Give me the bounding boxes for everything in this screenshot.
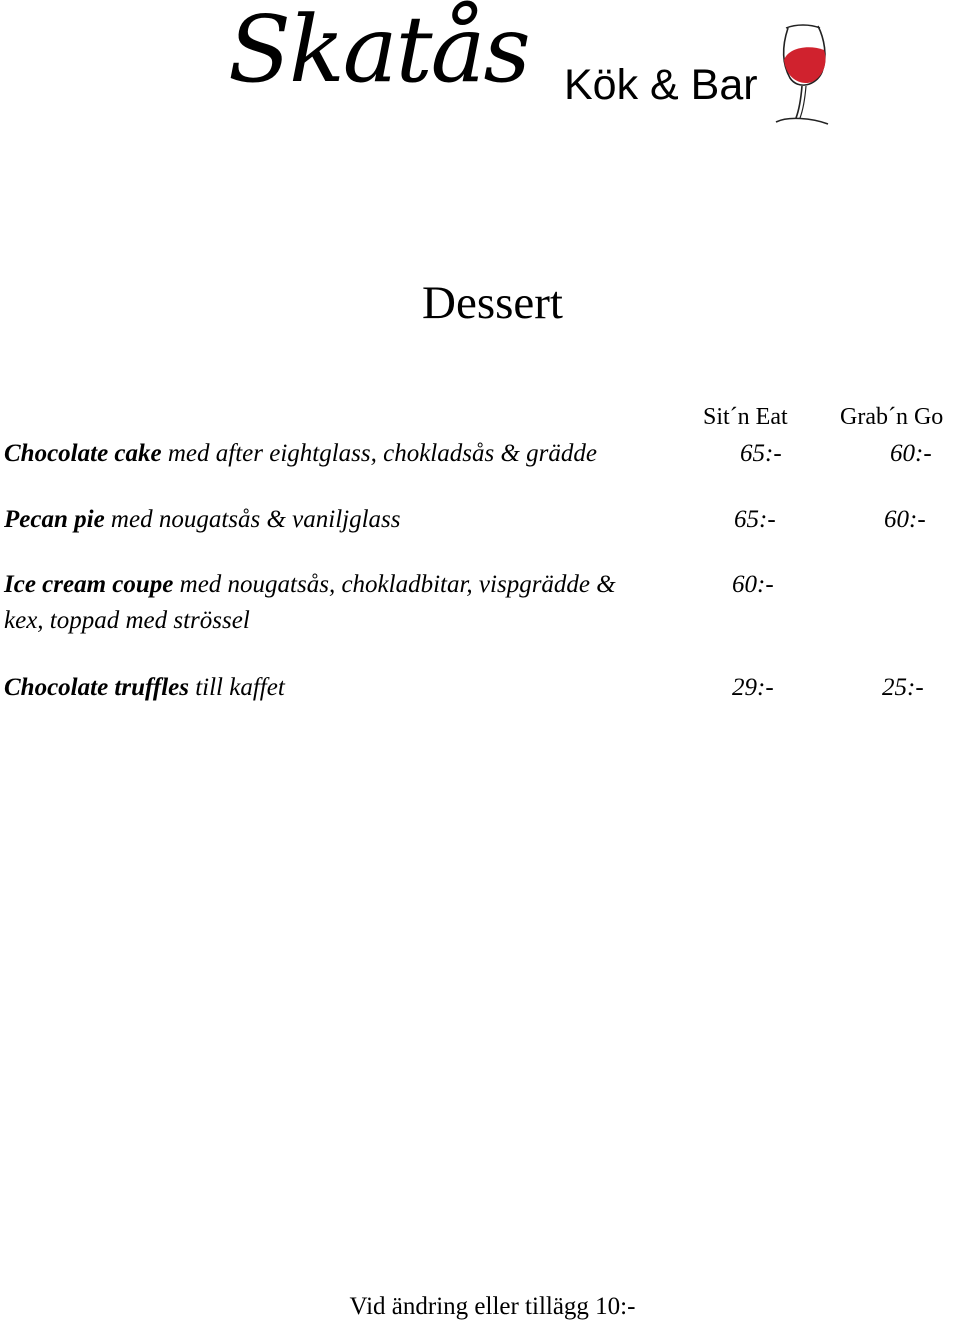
menu-item-pecan-pie xyxy=(4,502,401,538)
logo xyxy=(228,0,848,140)
page-title: Dessert xyxy=(422,277,563,329)
logo-subtitle: Kök & Bar xyxy=(564,61,758,109)
price-sit-n-eat: 29:- xyxy=(732,674,774,701)
item-description: med nougatsås & vaniljglass xyxy=(110,506,401,533)
column-header-grab-n-go: Grab´n Go xyxy=(840,404,944,430)
item-description: med after eightglass, chokladsås & grädde xyxy=(167,440,597,467)
column-header-sit-n-eat: Sit´n Eat xyxy=(703,404,788,430)
item-description-continued: kex, toppad med strössel xyxy=(4,607,250,634)
menu-item-chocolate-cake xyxy=(4,436,597,472)
price-grab-n-go: 60:- xyxy=(890,440,932,467)
footer-note: Vid ändring eller tillägg 10:- xyxy=(349,1293,636,1320)
price-sit-n-eat: 65:- xyxy=(740,440,782,467)
menu-item-ice-cream-coupe xyxy=(4,567,616,603)
item-name: Ice cream coupe xyxy=(4,571,174,598)
price-grab-n-go: 60:- xyxy=(884,506,926,533)
item-description: till kaffet xyxy=(195,674,285,701)
price-sit-n-eat: 60:- xyxy=(732,571,774,598)
price-sit-n-eat: 65:- xyxy=(734,506,776,533)
item-description: med nougatsås, chokladbitar, vispgrädde & xyxy=(179,571,616,598)
price-grab-n-go: 25:- xyxy=(882,674,924,701)
item-name: Chocolate truffles xyxy=(4,674,189,701)
wine-glass-icon xyxy=(766,20,836,130)
menu-item-chocolate-truffles xyxy=(4,670,285,706)
item-name: Pecan pie xyxy=(4,506,105,533)
logo-wordmark: Skatås xyxy=(228,0,529,103)
item-name: Chocolate cake xyxy=(4,440,162,467)
